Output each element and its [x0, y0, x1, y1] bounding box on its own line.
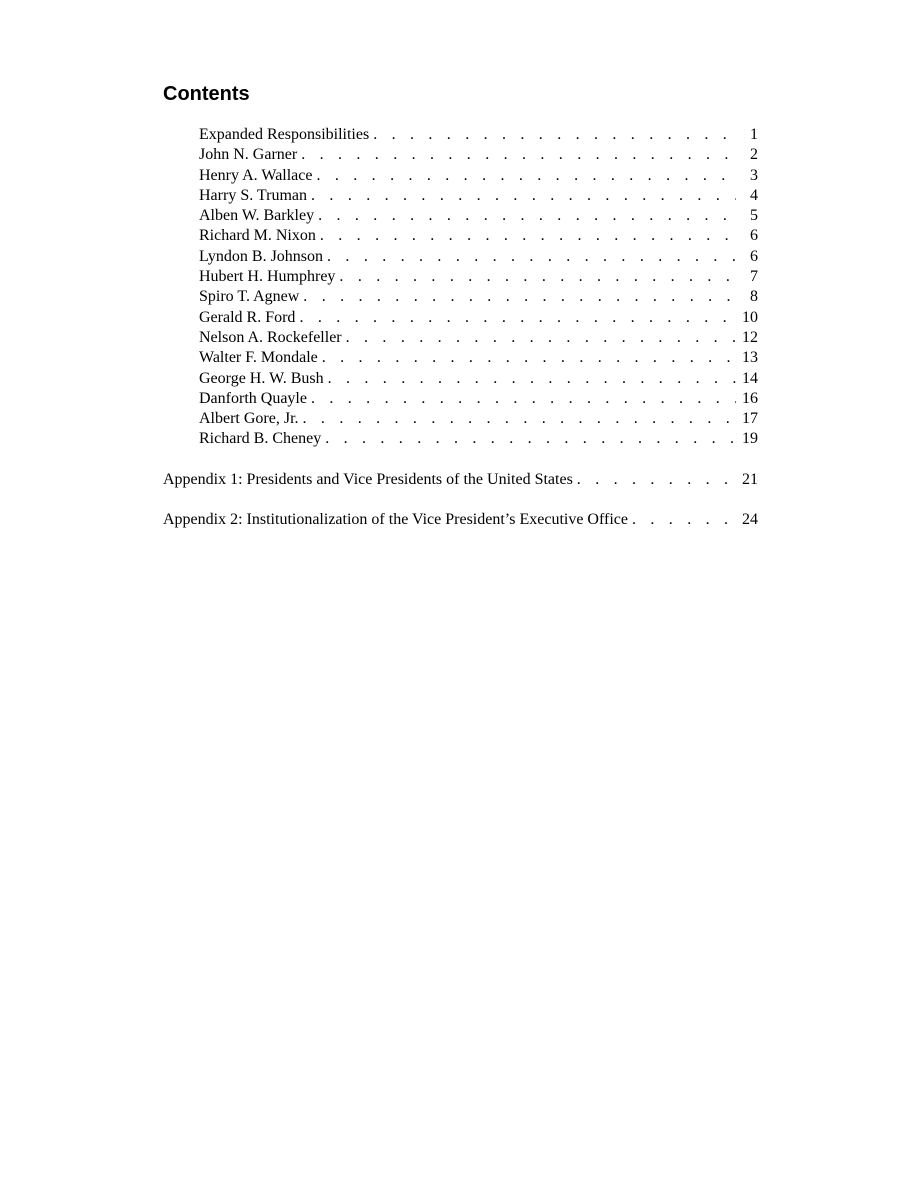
- toc-appendix-page: 21: [742, 470, 758, 488]
- toc-entry-label: Henry A. Wallace: [199, 166, 313, 184]
- toc-entry-page: 7: [750, 268, 758, 286]
- table-of-contents: [163, 125, 758, 530]
- toc-entry-page: 4: [750, 186, 758, 204]
- toc-entry-label: Spiro T. Agnew: [199, 288, 300, 306]
- toc-appendix-label: Appendix 1: Presidents and Vice Presidents of the United States: [163, 470, 573, 488]
- toc-entry[interactable]: [163, 348, 758, 368]
- dot-leader: [327, 247, 736, 267]
- toc-entry-label: Lyndon B. Johnson: [199, 247, 324, 265]
- toc-entry[interactable]: [163, 226, 758, 246]
- toc-entry-page: 12: [742, 328, 758, 346]
- toc-entry-page: 6: [750, 247, 758, 265]
- toc-entry-page: 17: [742, 410, 758, 428]
- toc-entry-page: 13: [742, 349, 758, 367]
- dot-leader: [303, 287, 736, 307]
- dot-leader: [311, 389, 736, 409]
- toc-entry[interactable]: [163, 145, 758, 165]
- dot-leader: [339, 267, 736, 287]
- toc-appendix-label: Appendix 2: Institutionalization of the Vice President’s Executive Office: [163, 511, 628, 529]
- dot-leader: [325, 429, 736, 449]
- toc-entry-page: 19: [742, 430, 758, 448]
- contents-title: Contents: [163, 83, 250, 105]
- toc-entry-page: 16: [742, 389, 758, 407]
- toc-entry-label: Danforth Quayle: [199, 389, 307, 407]
- toc-entry[interactable]: [163, 429, 758, 449]
- toc-entry-label: John N. Garner: [199, 146, 298, 164]
- toc-entry[interactable]: [163, 206, 758, 226]
- dot-leader: [373, 125, 736, 145]
- toc-entry-label: Hubert H. Humphrey: [199, 268, 336, 286]
- dot-leader: [346, 328, 736, 348]
- toc-entry[interactable]: [163, 267, 758, 287]
- dot-leader: [311, 186, 736, 206]
- toc-entry-label: Richard M. Nixon: [199, 227, 316, 245]
- dot-leader: [299, 308, 736, 328]
- toc-entry-page: 3: [750, 166, 758, 184]
- toc-entry-label: Expanded Responsibilities: [199, 126, 370, 143]
- toc-entry[interactable]: [163, 369, 758, 389]
- toc-appendix-entry[interactable]: [163, 470, 758, 490]
- toc-entry-label: Albert Gore, Jr.: [199, 410, 299, 428]
- dot-leader: [301, 145, 736, 165]
- toc-entry-page: 2: [750, 146, 758, 164]
- toc-entry-page: 8: [750, 288, 758, 306]
- toc-entry-page: 10: [742, 308, 758, 326]
- toc-appendix-page: 24: [742, 511, 758, 529]
- toc-entry-label: Alben W. Barkley: [199, 207, 315, 225]
- dot-leader: [577, 470, 736, 490]
- toc-entry[interactable]: [163, 409, 758, 429]
- toc-entry-label: Gerald R. Ford: [199, 308, 296, 326]
- toc-entry[interactable]: [163, 166, 758, 186]
- toc-entry-label: Walter F. Mondale: [199, 349, 318, 367]
- dot-leader: [632, 510, 736, 530]
- dot-leader: [316, 166, 736, 186]
- toc-entry-page: 6: [750, 227, 758, 245]
- toc-entry-label: George H. W. Bush: [199, 369, 324, 387]
- toc-entry[interactable]: [163, 247, 758, 267]
- dot-leader: [322, 348, 736, 368]
- toc-entry-page: 1: [750, 126, 758, 143]
- toc-entry-label: Richard B. Cheney: [199, 430, 322, 448]
- toc-entry-page: 14: [742, 369, 758, 387]
- toc-entry-label: Nelson A. Rockefeller: [199, 328, 342, 346]
- toc-entry-label: Harry S. Truman: [199, 186, 308, 204]
- dot-leader: [303, 409, 736, 429]
- toc-entry[interactable]: [163, 125, 758, 145]
- toc-entry[interactable]: [163, 186, 758, 206]
- toc-entry[interactable]: [163, 389, 758, 409]
- toc-entry[interactable]: [163, 328, 758, 348]
- dot-leader: [318, 206, 736, 226]
- toc-entry-page: 5: [750, 207, 758, 225]
- toc-entry[interactable]: [163, 287, 758, 307]
- toc-appendix-entry[interactable]: [163, 510, 758, 530]
- toc-entry[interactable]: [163, 308, 758, 328]
- dot-leader: [328, 369, 736, 389]
- dot-leader: [320, 226, 736, 246]
